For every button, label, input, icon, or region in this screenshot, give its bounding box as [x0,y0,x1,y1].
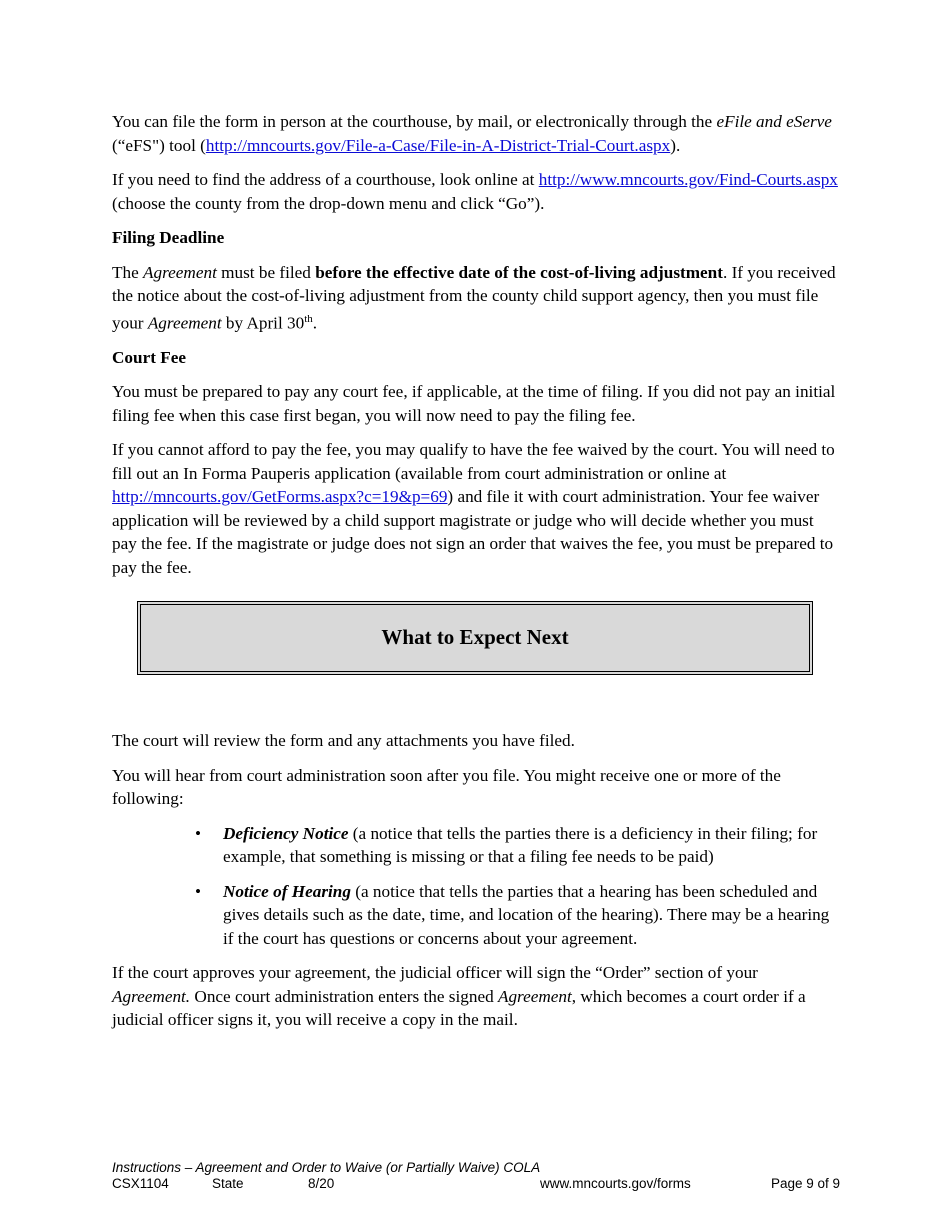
list-item: • Deficiency Notice (a notice that tells the parties there is a deficiency in their filing; for example, that something is missing or that a filing fee needs to be paid) [195,823,818,867]
footer-title: Instructions – Agreement and Order to Waive (or Partially Waive) COLA [112,1160,541,1175]
fee-waiver-paragraph: If you cannot afford to pay the fee, you may qualify to have the fee waived by the court. You will need to fill out an In Forma Pauperis application (available from court administration or online at http://mncourts.gov/GetForms.aspx?c=19&p=69) and file it with court administration. Your fee waiver application will be reviewed by a child support magistrate or judge who will decide whether you must pay the fee. If the magistrate or judge does not sign an order that waives the fee, you must be prepared to pay the fee. [112,440,835,577]
footer-url: www.mncourts.gov/forms [540,1176,691,1191]
list-item: • Notice of Hearing (a notice that tells the parties that a hearing has been scheduled and gives details such as the date, time, and location of the hearing). There may be a hearing if the court has questions or concerns about your agreement. [195,881,830,948]
efile-term: eFile and eServe [716,112,832,131]
efile-link[interactable]: http://mncourts.gov/File-a-Case/File-in-A-District-Trial-Court.aspx [205,135,671,155]
notice-list [112,822,840,951]
find-courts-link[interactable]: http://www.mncourts.gov/Find-Courts.aspx [538,170,838,189]
court-fee-paragraph: You must be prepared to pay any court fee, if applicable, at the time of filing. If you did not pay an initial filing fee when this case first began, you will now need to pay the filing fee. [112,382,836,425]
page-footer [112,1160,840,1192]
deadline-emphasis: before the effective date of the cost-of-living adjustment [315,262,723,282]
courthouse-address-paragraph: If you need to find the address of a courthouse, look online at http://www.mncourts.gov/Find-Courts.aspx (choose the county from the drop-down menu and click “Go”). [112,170,838,213]
bullet-icon: • [195,881,202,901]
document-body [112,110,840,1043]
footer-type: State [212,1176,244,1191]
approval-paragraph: If the court approves your agreement, the judicial officer will sign the “Order” section of your Agreement. Once court administration enters the signed Agreement, which becomes a court order if a judicial officer signs it, you will receive a copy in the mail. [112,963,806,1030]
get-forms-link[interactable]: http://mncourts.gov/GetForms.aspx?c=19&p=69 [112,487,448,507]
section-banner: What to Expect Next [137,601,813,675]
footer-form-id: CSX1104 [112,1176,169,1191]
footer-date: 8/20 [308,1176,335,1191]
bullet-icon: • [195,823,202,843]
hear-from-court-paragraph: You will hear from court administration soon after you file. You might receive one or more of the following: [112,765,781,809]
filing-deadline-paragraph: The Agreement must be filed before the effective date of the cost-of-living adjustment. If you received the notice about the cost-of-living adjustment from the county child support agency, then you must file your Agreement by April 30th. [112,262,836,333]
filing-deadline-heading: Filing Deadline [112,228,225,247]
court-fee-heading: Court Fee [112,347,186,367]
footer-page-number: Page 9 of 9 [770,1176,840,1191]
review-paragraph: The court will review the form and any attachments you have filed. [112,731,575,751]
filing-methods-paragraph: You can file the form in person at the courthouse, by mail, or electronically through the eFile and eServe (“eFS") tool (http://mncourts.gov/File-a-Case/File-in-A-District-Trial-Court.aspx). [112,112,832,155]
